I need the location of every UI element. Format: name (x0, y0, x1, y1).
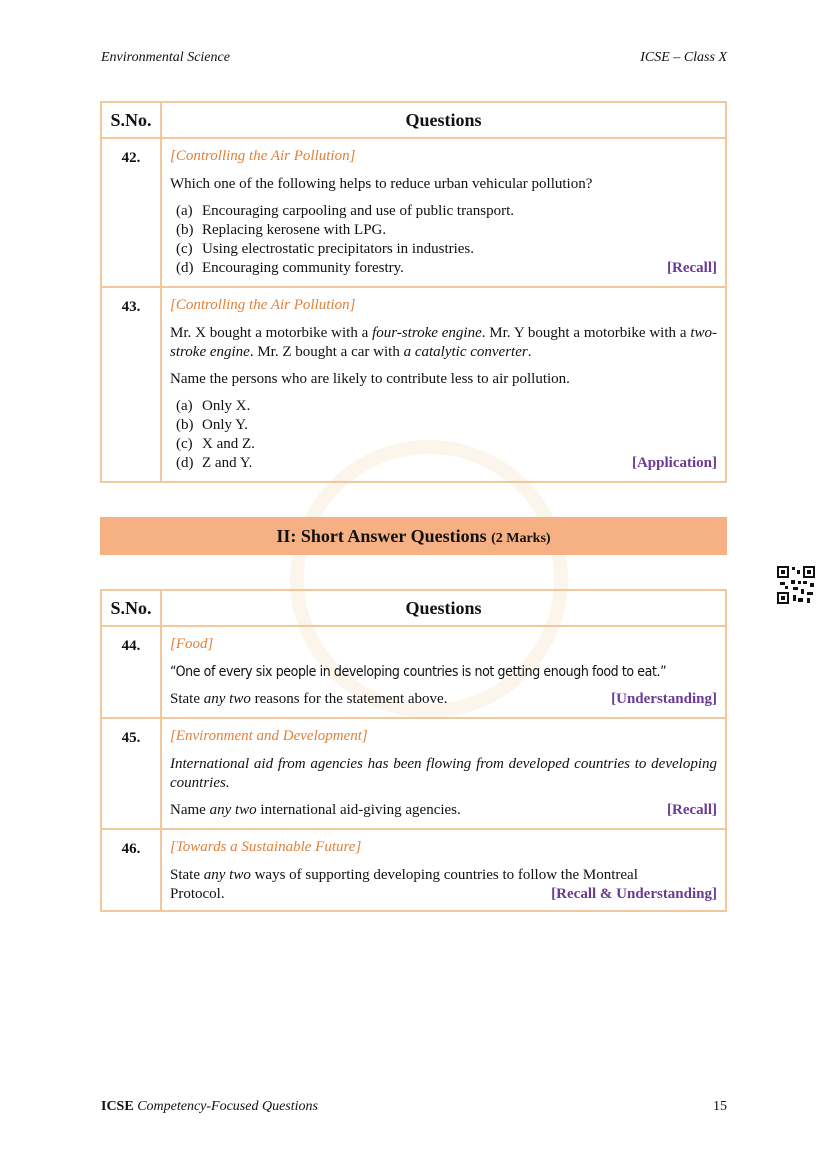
question-number: 42. (101, 138, 161, 287)
table-row (101, 138, 726, 287)
question-topic: [Environment and Development] (170, 728, 368, 744)
question-topic: [Towards a Sustainable Future] (170, 839, 362, 855)
option-d: (d) Encouraging community forestry. (176, 260, 404, 276)
col-sno-header: S.No. (101, 102, 161, 138)
competency-tag: [Recall] (667, 260, 717, 276)
options-list (176, 202, 717, 278)
question-topic: [Food] (170, 636, 214, 652)
option-c: (c) Using electrostatic precipitators in industries. (176, 241, 475, 257)
question-number: 46. (101, 829, 161, 911)
col-questions-header: Questions (161, 102, 726, 138)
question-quote: “One of every six people in developing countries is not getting enough food to eat.” (170, 664, 667, 680)
question-topic: [Controlling the Air Pollution] (170, 297, 356, 313)
competency-tag: [Recall & Understanding] (551, 886, 717, 902)
table-row: 46. [Towards a Sustainable Future] State any two ways of supporting developing countries to follow the Montreal Protocol. [Recall & Understanding] (101, 829, 726, 911)
section-title: II: Short Answer Questions (276, 526, 487, 546)
questions-table-mcq (100, 101, 727, 483)
options-list (176, 397, 717, 473)
question-text: Name the persons who are likely to contribute less to air pollution. (170, 371, 570, 387)
table-row (101, 287, 726, 482)
competency-tag: [Recall] (667, 802, 717, 818)
page-number: 15 (713, 1099, 727, 1114)
question-topic: [Controlling the Air Pollution] (170, 148, 356, 164)
questions-table-short-answer (100, 589, 727, 912)
question-text: Which one of the following helps to reduce urban vehicular pollution? (170, 176, 593, 192)
qr-code-icon[interactable] (776, 565, 816, 605)
option-b: (b) Replacing kerosene with LPG. (176, 222, 387, 238)
col-questions-header: Questions (161, 590, 726, 626)
header-subject: Environmental Science (101, 50, 230, 65)
question-number: 44. (101, 626, 161, 718)
section-marks: (2 Marks) (491, 531, 551, 546)
question-text: State any two ways of supporting developing countries to follow the Montreal (170, 867, 638, 883)
table-row (101, 626, 726, 718)
question-text: State any two reasons for the statement above. (170, 691, 448, 707)
question-number: 45. (101, 718, 161, 829)
question-number: 43. (101, 287, 161, 482)
section-banner (100, 517, 727, 555)
competency-tag: [Application] (631, 455, 717, 471)
option-c: (c) X and Z. (176, 436, 255, 452)
option-a: (a) Only X. (176, 398, 251, 414)
table-row (101, 718, 726, 829)
question-scenario: Mr. X bought a motorbike with a four-stroke engine. Mr. Y bought a motorbike with a two-stroke engine. Mr. Z bought a car with a catalytic converter. (170, 325, 717, 360)
col-sno-header: S.No. (101, 590, 161, 626)
question-text: Name any two international aid-giving agencies. (170, 802, 461, 818)
option-d: (d) Z and Y. (176, 455, 253, 471)
question-statement: International aid from agencies has been flowing from developed countries to developing countries. (170, 756, 717, 791)
header-class: ICSE – Class X (640, 50, 727, 65)
option-b: (b) Only Y. (176, 417, 248, 433)
option-a: (a) Encouraging carpooling and use of public transport. (176, 203, 514, 219)
competency-tag: [Understanding] (611, 691, 717, 707)
footer-title: ICSE Competency-Focused Questions (101, 1099, 318, 1114)
